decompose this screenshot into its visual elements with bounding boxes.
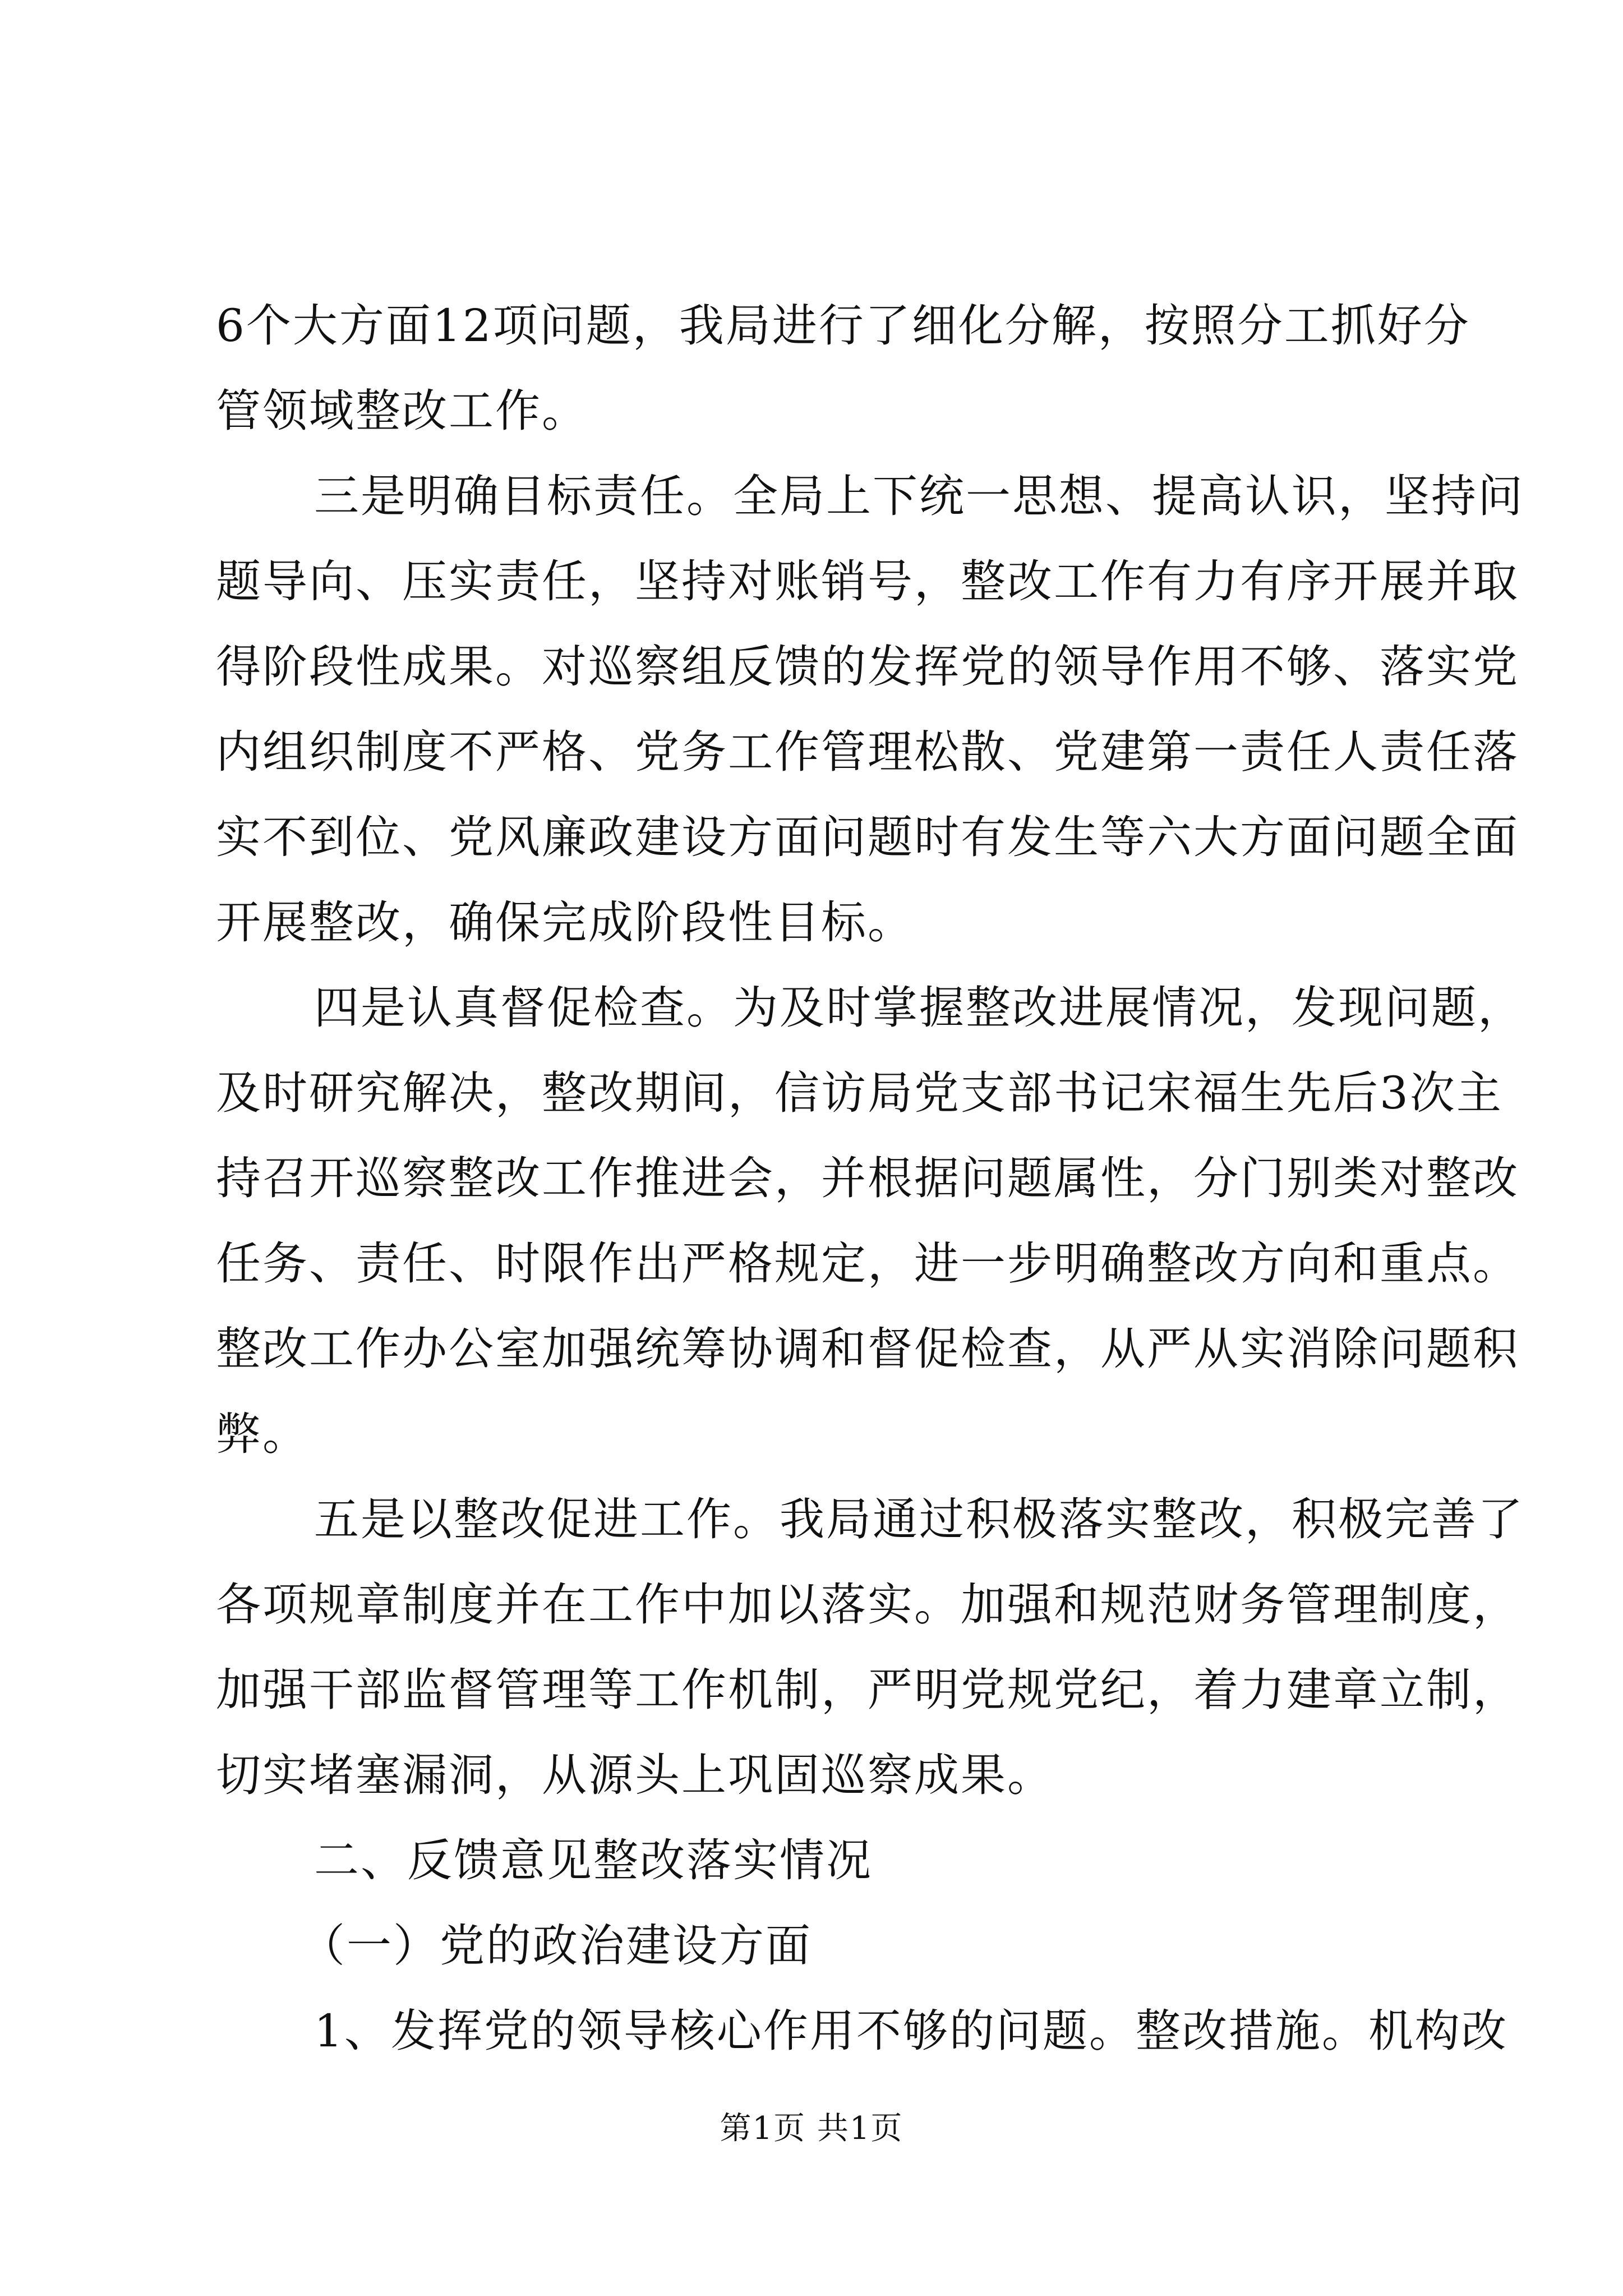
section-heading: 二、反馈意见整改落实情况 xyxy=(314,1834,873,1887)
paragraph-line: 1、发挥党的领导核心作用不够的问题。整改措施。机构改 xyxy=(314,2005,1508,2057)
page-number-footer: 第1页 共1页 xyxy=(720,2110,903,2147)
paragraph-line: 任务、责任、时限作出严格规定，进一步明确整改方向和重点。 xyxy=(216,1237,1519,1290)
paragraph-line: 实不到位、党风廉政建设方面问题时有发生等六大方面问题全面 xyxy=(216,811,1519,863)
subsection-heading: （一）党的政治建设方面 xyxy=(300,1920,812,1972)
paragraph-line: 各项规章制度并在工作中加以落实。加强和规范财务管理制度， xyxy=(216,1579,1519,1631)
paragraph-line: 得阶段性成果。对巡察组反馈的发挥党的领导作用不够、落实党 xyxy=(216,641,1519,693)
paragraph-line: 管领域整改工作。 xyxy=(216,385,588,437)
paragraph-line: 五是以整改促进工作。我局通过积极落实整改，积极完善了 xyxy=(314,1493,1524,1545)
document-body xyxy=(216,283,1524,2074)
paragraph-line: 加强干部监督管理等工作机制，严明党规党纪，着力建章立制， xyxy=(216,1664,1519,1716)
paragraph-line: 切实堵塞漏洞，从源头上巩固巡察成果。 xyxy=(216,1749,1054,1801)
paragraph-line: 6个大方面12项问题，我局进行了细化分解，按照分工抓好分 xyxy=(216,300,1470,352)
paragraph-line: 内组织制度不严格、党务工作管理松散、党建第一责任人责任落 xyxy=(216,726,1519,778)
paragraph-line: 持召开巡察整改工作推进会，并根据问题属性，分门别类对整改 xyxy=(216,1152,1519,1204)
paragraph-line: 整改工作办公室加强统筹协调和督促检查，从严从实消除问题积 xyxy=(216,1323,1519,1375)
paragraph-line: 题导向、压实责任，坚持对账销号，整改工作有力有序开展并取 xyxy=(216,555,1519,608)
paragraph-line: 开展整改，确保完成阶段性目标。 xyxy=(216,896,914,949)
paragraph-line: 四是认真督促检查。为及时掌握整改进展情况，发现问题， xyxy=(314,982,1524,1034)
paragraph-line: 三是明确目标责任。全局上下统一思想、提高认识，坚持问 xyxy=(314,470,1524,522)
paragraph-line: 及时研究解决，整改期间，信访局党支部书记宋福生先后3次主 xyxy=(216,1067,1503,1119)
paragraph-line: 弊。 xyxy=(216,1408,309,1460)
